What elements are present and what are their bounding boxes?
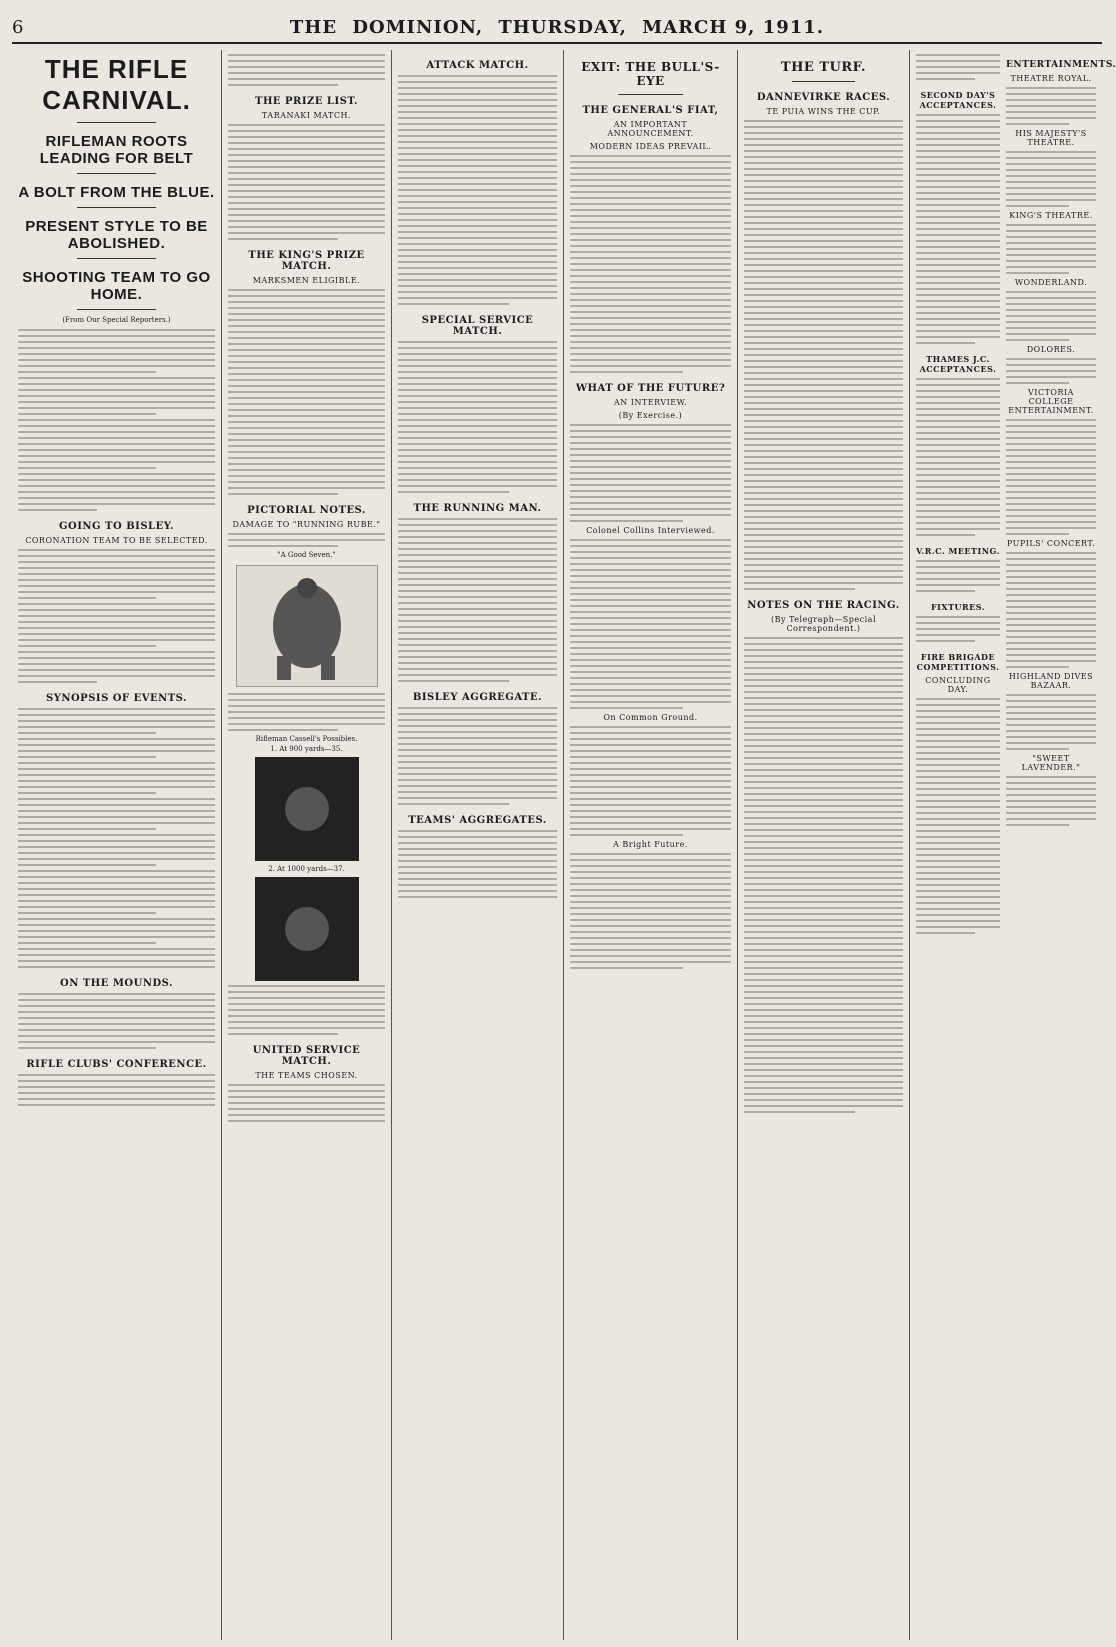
deck-shooting-team: SHOOTING TEAM TO GO HOME. xyxy=(22,269,211,303)
deck-rifleman-roots: RIFLEMAN ROOTS LEADING FOR BELT xyxy=(39,133,194,167)
article-body xyxy=(18,329,215,511)
heading-on-the-mounds: ON THE MOUNDS. xyxy=(60,978,173,989)
heading-synopsis: SYNOPSIS OF EVENTS. xyxy=(45,693,188,704)
heading-pupils-concert: PUPILS' CONCERT. xyxy=(1006,539,1096,548)
heading-attack-match: ATTACK MATCH. xyxy=(426,60,529,71)
heading-wonderland: WONDERLAND. xyxy=(1014,278,1088,287)
heading-fixtures: FIXTURES. xyxy=(930,602,986,612)
heading-special-service: SPECIAL SERVICE MATCH. xyxy=(421,315,534,337)
byline: (From Our Special Reporters.) xyxy=(62,316,171,324)
heading-his-majestys: HIS MAJESTY'S THEATRE. xyxy=(1015,129,1087,147)
column-turf xyxy=(738,50,910,1640)
heading-generals-fiat: THE GENERAL'S FIAT, xyxy=(582,105,719,116)
newspaper-title xyxy=(52,17,1062,38)
heading-highland-bazaar: HIGHLAND DIVES BAZAAR. xyxy=(1008,672,1094,690)
heading-teams-aggregates: TEAMS' AGGREGATES. xyxy=(408,815,547,826)
subheading-teams-chosen: THE TEAMS CHOSEN. xyxy=(255,1071,358,1080)
title-dominion: DOMINION, xyxy=(352,17,484,38)
subcolumn-entertainments xyxy=(1006,50,1116,1640)
subheading-te-puia: TE PUIA WINS THE CUP. xyxy=(766,107,881,116)
page-number: 6 xyxy=(12,17,24,38)
subheading-announcement: AN IMPORTANT ANNOUNCEMENT. xyxy=(607,120,694,138)
column-acceptances-entertainments xyxy=(910,50,1116,1640)
column-bulls-eye xyxy=(564,50,738,1640)
masthead xyxy=(12,10,1102,44)
subheading-concluding-day: CONCLUDING DAY. xyxy=(925,676,991,694)
subheading-coronation: CORONATION TEAM TO BE SELECTED. xyxy=(25,536,208,545)
target-900-yards-icon xyxy=(255,757,359,861)
heading-running-man: THE RUNNING MAN. xyxy=(413,503,542,514)
heading-fire-brigade: FIRE BRIGADE COMPETITIONS. xyxy=(916,652,1000,672)
subheading-marksmen: MARKSMEN ELIGIBLE. xyxy=(252,276,361,285)
columns xyxy=(12,50,1116,1640)
heading-victoria-college: VICTORIA COLLEGE ENTERTAINMENT. xyxy=(1008,388,1094,415)
figure-caption-900-yards: 1. At 900 yards—35. xyxy=(270,745,343,753)
subheading-bright-future: A Bright Future. xyxy=(613,840,688,849)
subheading-damage: DAMAGE TO "RUNNING RUBE." xyxy=(232,520,381,529)
target-1000-yards-icon xyxy=(255,877,359,981)
heading-going-to-bisley: GOING TO BISLEY. xyxy=(58,521,175,532)
heading-prize-list: THE PRIZE LIST. xyxy=(255,96,358,107)
heading-notes-on-racing: NOTES ON THE RACING. xyxy=(747,600,900,611)
interview-byline: (By Exercise.) xyxy=(618,411,683,420)
heading-exit-bulls-eye: EXIT: THE BULL'S-EYE xyxy=(581,60,720,88)
heading-second-day: SECOND DAY'S ACCEPTANCES. xyxy=(919,90,997,110)
running-man-icon xyxy=(237,566,377,686)
heading-sweet-lavender: "SWEET LAVENDER." xyxy=(1021,754,1081,772)
heading-theatre-royal: THEATRE ROYAL. xyxy=(1010,74,1092,83)
heading-dolores: DOLORES. xyxy=(1026,345,1076,354)
subheading-taranaki: TARANAKI MATCH. xyxy=(262,111,351,120)
subheading-interview: AN INTERVIEW. xyxy=(613,398,688,407)
heading-thames-acceptances: THAMES J.C. ACCEPTANCES. xyxy=(919,354,997,374)
column-rifle-carnival xyxy=(12,50,222,1640)
figure-caption-1000-yards: 2. At 1000 yards—37. xyxy=(268,865,345,873)
heading-pictorial-notes: PICTORIAL NOTES. xyxy=(247,505,366,516)
heading-rifle-clubs-conference: RIFLE CLUBS' CONFERENCE. xyxy=(26,1059,207,1070)
subcolumn-acceptances xyxy=(916,50,1000,1640)
heading-kings-prize: THE KING'S PRIZE MATCH. xyxy=(248,250,365,272)
subheading-collins: Colonel Collins Interviewed. xyxy=(586,526,715,535)
subheading-common-ground: On Common Ground. xyxy=(603,713,698,722)
title-the: THE xyxy=(289,17,338,38)
heading-united-service: UNITED SERVICE MATCH. xyxy=(252,1045,361,1067)
heading-bisley-aggregate: BISLEY AGGREGATE. xyxy=(412,692,543,703)
heading-dannevirke-races: DANNEVIRKE RACES. xyxy=(756,92,891,103)
headline-rifle-carnival: THE RIFLE CARNIVAL. xyxy=(42,54,191,115)
heading-the-turf: THE TURF. xyxy=(780,60,867,75)
subheading-modern-ideas: MODERN IDEAS PREVAIL. xyxy=(589,142,712,151)
column-prize-list xyxy=(222,50,392,1640)
subheading-notes-telegraph: (By Telegraph—Special Correspondent.) xyxy=(771,615,876,633)
column-match-results xyxy=(392,50,564,1640)
figure-caption-possibles: Rifleman Cassell's Possibles. xyxy=(255,735,358,743)
heading-entertainments: ENTERTAINMENTS. xyxy=(1006,60,1116,70)
heading-what-of-future: WHAT OF THE FUTURE? xyxy=(575,383,726,394)
deck-bolt: A BOLT FROM THE BLUE. xyxy=(18,184,215,201)
title-date: MARCH 9, 1911. xyxy=(642,17,825,38)
heading-vrc-meeting: V.R.C. MEETING. xyxy=(916,546,1000,556)
title-day: THURSDAY, xyxy=(498,17,627,38)
running-man-target-figure xyxy=(236,565,378,687)
deck-present-style: PRESENT STYLE TO BE ABOLISHED. xyxy=(25,218,208,252)
heading-kings-theatre: KING'S THEATRE. xyxy=(1009,211,1093,220)
figure-caption-good-seven: "A Good Seven." xyxy=(277,551,336,559)
